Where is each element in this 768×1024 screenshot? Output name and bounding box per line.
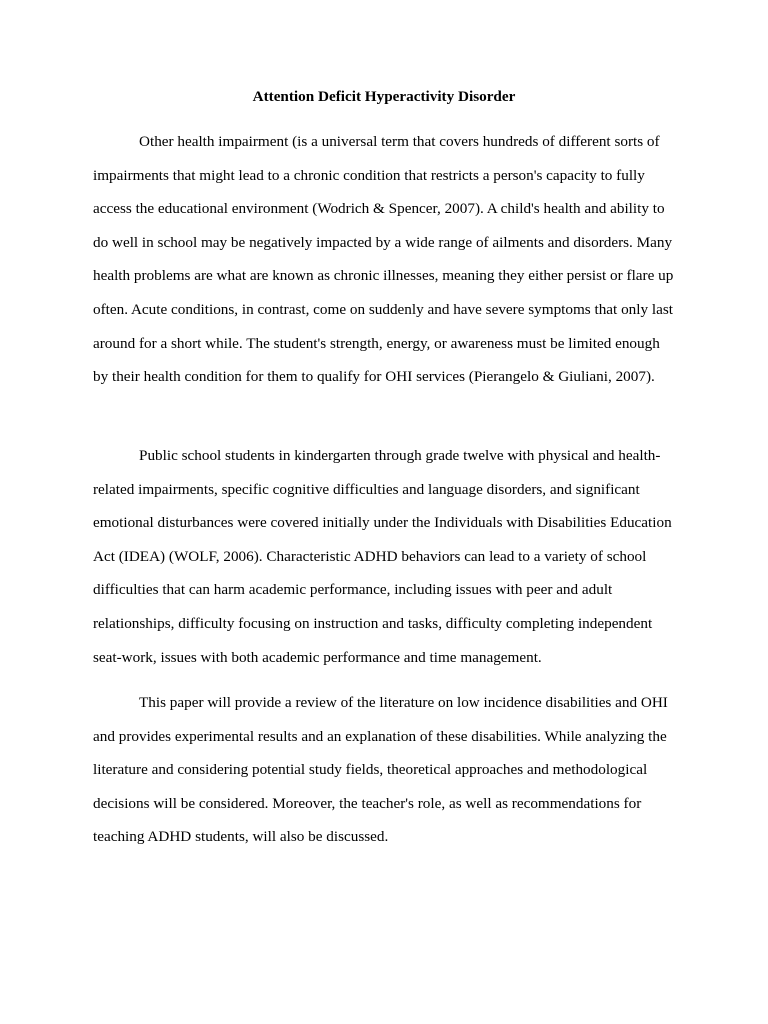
paragraph-2: Public school students in kindergarten through grade twelve with physical and health-related impairments, specific cognitive difficulties and language disorders, and significant emotional disturbances were covered initially under the Individuals with Disabilities Education Act (IDEA) (WOLF, 2006). Characteristic ADHD behaviors can lead to a variety of school difficulties that can harm academic performance, including issues with peer and adult relationships, difficulty focusing on instruction and tasks, difficulty completing independent seat-work, issues with both academic performance and time management. — [93, 447, 672, 666]
document-title: Attention Deficit Hyperactivity Disorder — [252, 88, 516, 105]
paragraph-3: This paper will provide a review of the literature on low incidence disabilities and OHI and provides experimental results and an explanation of these disabilities. While analyzing the literature and considering potential study fields, theoretical approaches and methodological decisions will be considered. Moreover, the teacher's role, as well as recommendations for teaching ADHD students, will also be discussed. — [93, 694, 668, 846]
paragraph-1: Other health impairment (is a universal term that covers hundreds of different sorts of impairments that might lead to a chronic condition that restricts a person's capacity to fully access the educational environment (Wodrich & Spencer, 2007). A child's health and ability to do well in school may be negatively impacted by a wide range of ailments and disorders. Many health problems are what are known as chronic illnesses, meaning they either persist or flare up often. Acute conditions, in contrast, come on suddenly and have severe symptoms that only last around for a short while. The student's strength, energy, or awareness must be limited enough by their health condition for them to qualify for OHI services (Pierangelo & Giuliani, 2007). — [93, 133, 674, 386]
